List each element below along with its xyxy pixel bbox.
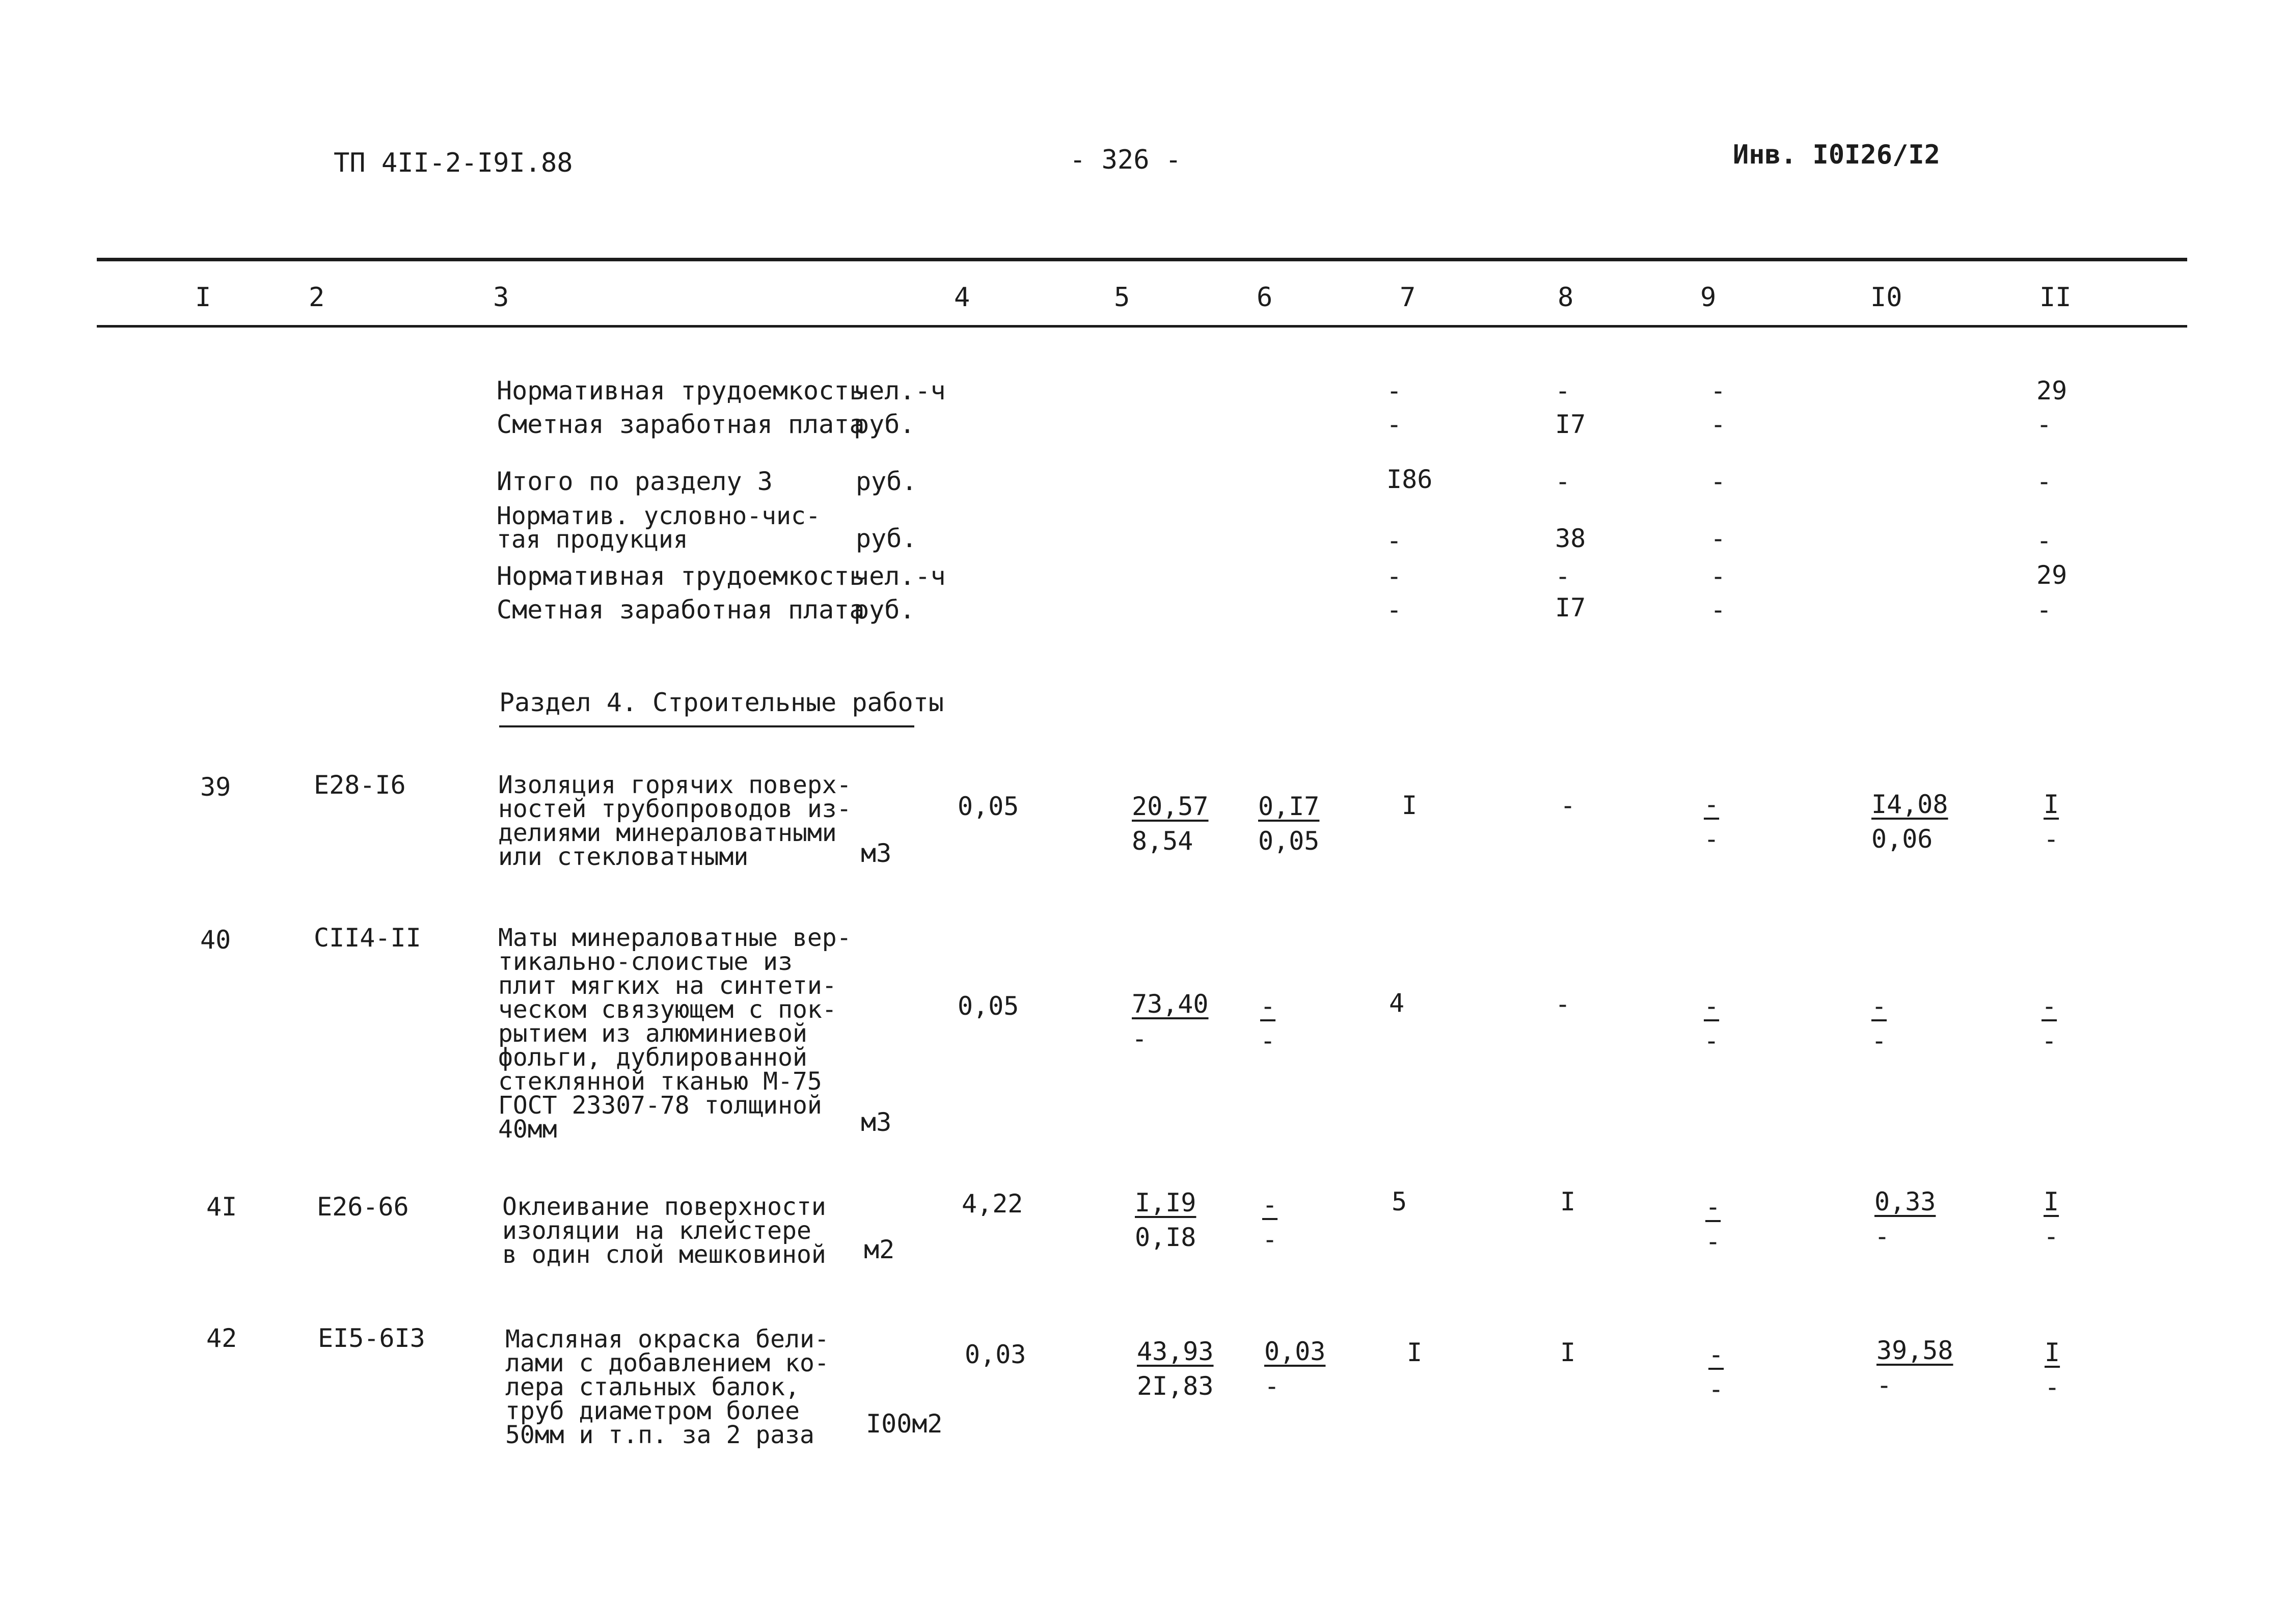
col-header-6: 6: [1257, 282, 1273, 313]
row-col10-top: I4,08: [1871, 790, 1948, 819]
row-col11-bottom: -: [2042, 1026, 2057, 1055]
row-col9-top: -: [1704, 991, 1720, 1021]
summary-col8: I7: [1555, 410, 1586, 439]
summary-col8: -: [1555, 376, 1571, 405]
row-col11-bottom: -: [2045, 1372, 2060, 1402]
summary-col9: -: [1710, 561, 1726, 591]
summary-col7: -: [1386, 410, 1402, 439]
row-col5-top: 20,57: [1132, 792, 1209, 821]
summary-col8: -: [1555, 561, 1571, 591]
row-col10-top: 0,33: [1874, 1187, 1936, 1216]
summary-name: Нормативная трудоемкость: [497, 561, 865, 591]
row-col5-top: I,I9: [1135, 1188, 1196, 1217]
summary-col7: -: [1386, 526, 1402, 555]
row-col11-top: I: [2044, 790, 2059, 819]
row-col10-bottom: -: [1874, 1222, 1890, 1251]
row-col11-top: I: [2044, 1187, 2059, 1216]
row-col11-bottom: -: [2044, 1222, 2059, 1251]
row-col9-bottom: -: [1705, 1227, 1721, 1256]
row-col9-top: -: [1705, 1192, 1721, 1222]
col-header-1: I: [195, 282, 211, 313]
summary-unit: руб.: [856, 524, 917, 553]
row-col5-bottom: -: [1132, 1024, 1148, 1053]
row-description: Изоляция горячих поверх- ностей трубопроводов из- делиями минераловатными или стекловатными: [498, 771, 852, 871]
row-col6-bottom: -: [1264, 1371, 1280, 1401]
summary-col11: -: [2036, 410, 2052, 439]
row-col10-top: -: [1871, 991, 1887, 1021]
row-col10-bottom: 0,06: [1871, 824, 1933, 854]
col-header-11: II: [2039, 282, 2072, 313]
summary-col9: -: [1710, 376, 1726, 405]
col-header-5: 5: [1114, 282, 1130, 313]
document-code: ТП 4II-2-I9I.88: [334, 148, 573, 178]
summary-col8: I7: [1555, 593, 1586, 622]
summary-col11: 29: [2036, 560, 2067, 590]
summary-col7: -: [1386, 376, 1402, 405]
row-col10-bottom: -: [1876, 1370, 1892, 1400]
summary-name: Сметная заработная плата: [497, 595, 865, 625]
row-col9-top: -: [1704, 790, 1720, 819]
row-number: 42: [206, 1323, 237, 1353]
row-col11-top: I: [2045, 1338, 2060, 1367]
row-col7: 5: [1392, 1187, 1407, 1216]
summary-col9: -: [1710, 524, 1726, 553]
summary-name: Нормативная трудоемкость: [497, 376, 865, 405]
row-col9-bottom: -: [1704, 824, 1720, 854]
row-col9-top: -: [1708, 1340, 1724, 1369]
row-col4: 0,05: [958, 991, 1019, 1021]
inventory-number: Инв. I0I26/I2: [1733, 140, 1940, 170]
row-col4: 0,03: [965, 1340, 1026, 1369]
table-top-rule: [97, 258, 2187, 261]
row-col6-top: 0,03: [1264, 1337, 1326, 1366]
row-col6-top: -: [1262, 1190, 1278, 1220]
row-col6-bottom: -: [1260, 1026, 1276, 1055]
table-header-bottom-rule: [97, 325, 2187, 328]
row-description: Маты минераловатные вер- тикально-слоистые из плит мягких на синтети- ческом связующем с пок- рытием из алюминиевой фольги, дублированной стеклянной тканью М-75 ГОСТ 23307-78 толщиной 40мм: [498, 924, 852, 1144]
col-header-2: 2: [309, 282, 325, 313]
row-col11-bottom: -: [2044, 824, 2059, 854]
row-number: 4I: [206, 1192, 237, 1222]
summary-unit: руб.: [856, 467, 917, 496]
row-col4: 0,05: [958, 792, 1019, 821]
summary-col9: -: [1710, 467, 1726, 496]
row-col10-bottom: -: [1871, 1026, 1887, 1055]
section-title: Раздел 4. Строительные работы: [499, 688, 944, 717]
summary-name: Итого по разделу 3: [497, 467, 773, 496]
summary-col9: -: [1710, 595, 1726, 625]
row-col7: 4: [1389, 988, 1405, 1018]
row-col7: I: [1402, 791, 1418, 820]
section-title-underline: [499, 725, 914, 727]
summary-col11: -: [2036, 595, 2052, 625]
row-col8: -: [1555, 989, 1571, 1019]
row-col5-top: 43,93: [1137, 1337, 1214, 1366]
row-col5-bottom: 2I,83: [1137, 1371, 1214, 1401]
summary-unit: руб.: [854, 410, 915, 439]
row-col6-bottom: -: [1262, 1225, 1278, 1254]
summary-col11: -: [2036, 526, 2052, 555]
summary-unit: чел.-ч: [854, 561, 946, 591]
row-col6-top: -: [1260, 991, 1276, 1021]
row-unit: I00м2: [866, 1409, 943, 1439]
row-code: ЕI5-6I3: [318, 1323, 425, 1353]
row-description: Масляная окраска бели- лами с добавлением ко- лера стальных балок, труб диаметром более 50мм и т.п. за 2 раза: [505, 1325, 829, 1449]
row-col4: 4,22: [962, 1189, 1023, 1219]
summary-name: Норматив. условно-чис- тая продукция: [497, 502, 821, 554]
row-unit: м2: [864, 1235, 895, 1264]
summary-col11: -: [2036, 467, 2052, 496]
row-col9-bottom: -: [1704, 1026, 1720, 1055]
row-col8: I: [1560, 1338, 1576, 1367]
summary-col8: 38: [1555, 524, 1586, 553]
row-col10-top: 39,58: [1876, 1336, 1953, 1365]
row-col5-bottom: 8,54: [1132, 826, 1193, 856]
col-header-10: I0: [1870, 282, 1902, 313]
summary-col7: I86: [1386, 465, 1433, 494]
row-code: СII4-II: [314, 923, 421, 953]
row-col8: I: [1560, 1187, 1576, 1216]
row-number: 40: [200, 925, 231, 955]
row-col6-top: 0,I7: [1258, 792, 1320, 821]
col-header-8: 8: [1558, 282, 1574, 313]
summary-col9: -: [1710, 410, 1726, 439]
row-col5-bottom: 0,I8: [1135, 1223, 1196, 1252]
summary-col8: -: [1555, 467, 1571, 496]
col-header-7: 7: [1400, 282, 1416, 313]
col-header-4: 4: [954, 282, 970, 313]
summary-col7: -: [1386, 595, 1402, 625]
row-description: Оклеивание поверхности изоляции на клейстере в один слой мешковиной: [502, 1193, 826, 1269]
row-number: 39: [200, 772, 231, 802]
summary-name: Сметная заработная плата: [497, 410, 865, 439]
summary-col7: -: [1386, 561, 1402, 591]
row-col6-bottom: 0,05: [1258, 826, 1320, 856]
row-unit: м3: [861, 1107, 892, 1137]
row-code: Е28-I6: [314, 770, 406, 800]
page-number: - 326 -: [1070, 145, 1182, 175]
row-unit: м3: [861, 838, 892, 868]
row-col5-top: 73,40: [1132, 989, 1209, 1019]
row-col8: -: [1560, 791, 1576, 820]
row-col9-bottom: -: [1708, 1374, 1724, 1404]
summary-unit: руб.: [854, 595, 915, 625]
summary-unit: чел.-ч: [854, 376, 946, 405]
summary-col11: 29: [2036, 376, 2067, 405]
col-header-3: 3: [493, 282, 509, 313]
row-code: Е26-66: [317, 1192, 409, 1222]
col-header-9: 9: [1700, 282, 1717, 313]
row-col11-top: -: [2042, 991, 2057, 1021]
row-col7: I: [1407, 1338, 1423, 1367]
